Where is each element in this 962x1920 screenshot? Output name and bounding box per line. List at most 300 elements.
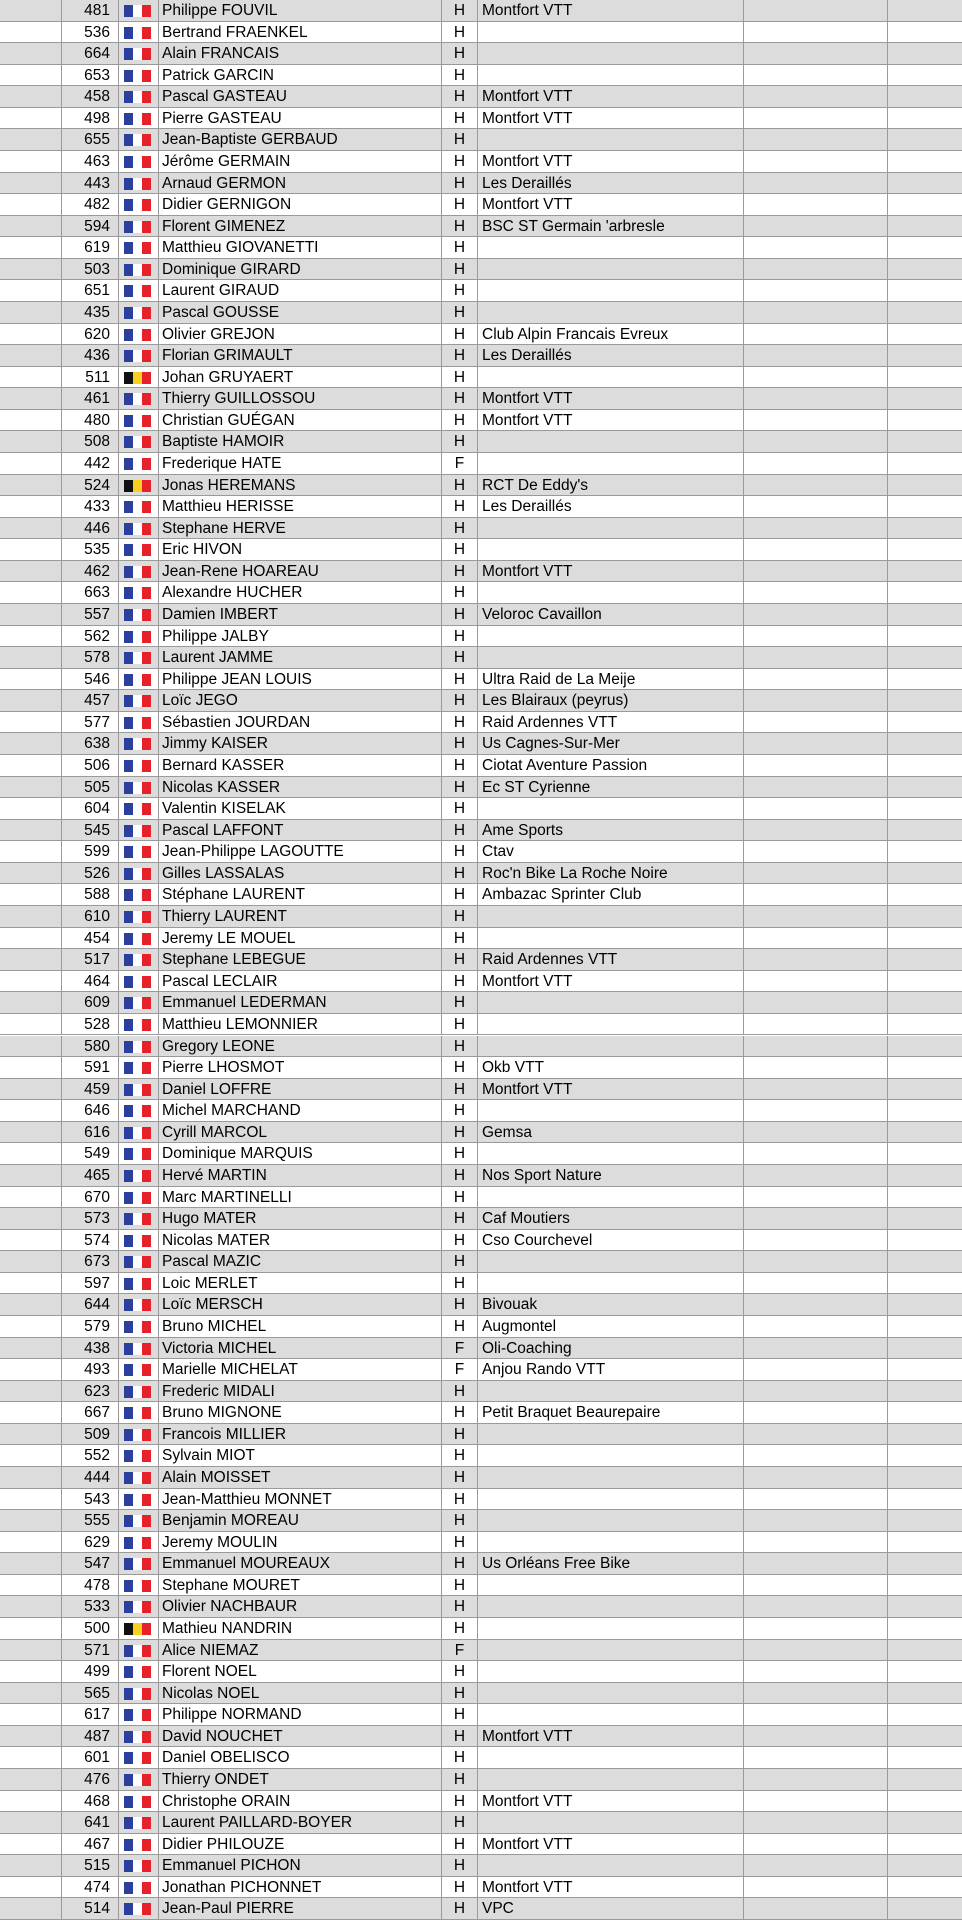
flag-cell	[119, 712, 159, 733]
row-spacer-cell	[0, 1618, 62, 1639]
row-spacer-cell	[0, 1747, 62, 1768]
empty-cell	[744, 798, 888, 819]
club-cell	[478, 582, 744, 603]
rider-name-cell: Marc MARTINELLI	[159, 1187, 442, 1208]
row-spacer-cell	[0, 884, 62, 905]
france-flag-icon	[124, 1666, 151, 1678]
empty-cell	[744, 194, 888, 215]
rider-name-cell: Jonas HEREMANS	[159, 475, 442, 496]
sex-cell: H	[442, 475, 478, 496]
bib-number-cell: 646	[62, 1100, 119, 1121]
france-flag-icon	[124, 1472, 151, 1484]
rider-name-cell: Philippe JALBY	[159, 626, 442, 647]
rider-name-cell: Emmanuel LEDERMAN	[159, 992, 442, 1013]
empty-cell	[744, 86, 888, 107]
empty-cell	[744, 1834, 888, 1855]
france-flag-icon	[124, 1321, 151, 1333]
empty-cell	[888, 1079, 962, 1100]
bib-number-cell: 435	[62, 302, 119, 323]
club-cell: Cso Courchevel	[478, 1230, 744, 1251]
flag-cell	[119, 280, 159, 301]
bib-number-cell: 552	[62, 1445, 119, 1466]
france-flag-icon	[124, 5, 151, 17]
rider-name-cell: Baptiste HAMOIR	[159, 431, 442, 452]
rider-name-cell: Alexandre HUCHER	[159, 582, 442, 603]
table-row	[0, 1726, 962, 1748]
flag-cell	[119, 1187, 159, 1208]
sex-cell: H	[442, 1553, 478, 1574]
rider-name-cell: Daniel OBELISCO	[159, 1747, 442, 1768]
club-cell	[478, 1683, 744, 1704]
france-flag-icon	[124, 329, 151, 341]
empty-cell	[744, 1510, 888, 1531]
sex-cell: H	[442, 777, 478, 798]
bib-number-cell: 655	[62, 129, 119, 150]
row-spacer-cell	[0, 1532, 62, 1553]
france-flag-icon	[124, 868, 151, 880]
empty-cell	[744, 1359, 888, 1380]
row-spacer-cell	[0, 863, 62, 884]
club-cell: Montfort VTT	[478, 971, 744, 992]
france-flag-icon	[124, 1192, 151, 1204]
row-spacer-cell	[0, 194, 62, 215]
row-spacer-cell	[0, 1122, 62, 1143]
empty-cell	[744, 841, 888, 862]
rider-name-cell: Thierry GUILLOSSOU	[159, 388, 442, 409]
club-cell	[478, 1036, 744, 1057]
club-cell	[478, 22, 744, 43]
empty-cell	[888, 1683, 962, 1704]
empty-cell	[888, 0, 962, 21]
empty-cell	[888, 1100, 962, 1121]
club-cell	[478, 1187, 744, 1208]
bib-number-cell: 487	[62, 1726, 119, 1747]
france-flag-icon	[124, 221, 151, 233]
table-row	[0, 1769, 962, 1791]
rider-name-cell: Loïc JEGO	[159, 690, 442, 711]
bib-number-cell: 503	[62, 259, 119, 280]
sex-cell: H	[442, 1812, 478, 1833]
club-cell: Oli-Coaching	[478, 1338, 744, 1359]
sex-cell: H	[442, 1877, 478, 1898]
sex-cell: H	[442, 431, 478, 452]
rider-name-cell: Matthieu GIOVANETTI	[159, 237, 442, 258]
table-row	[0, 1834, 962, 1856]
sex-cell: H	[442, 86, 478, 107]
rider-name-cell: Bertrand FRAENKEL	[159, 22, 442, 43]
flag-cell	[119, 1036, 159, 1057]
empty-cell	[744, 1877, 888, 1898]
belgium-flag-icon	[124, 480, 151, 492]
empty-cell	[744, 647, 888, 668]
empty-cell	[744, 259, 888, 280]
empty-cell	[744, 712, 888, 733]
rider-name-cell: Sébastien JOURDAN	[159, 712, 442, 733]
empty-cell	[888, 1834, 962, 1855]
table-row	[0, 1812, 962, 1834]
rider-name-cell: Pierre LHOSMOT	[159, 1057, 442, 1078]
row-spacer-cell	[0, 108, 62, 129]
club-cell: Montfort VTT	[478, 1834, 744, 1855]
rider-name-cell: Pierre GASTEAU	[159, 108, 442, 129]
flag-cell	[119, 841, 159, 862]
sex-cell: H	[442, 1704, 478, 1725]
empty-cell	[744, 1251, 888, 1272]
empty-cell	[744, 1553, 888, 1574]
table-row	[0, 1294, 962, 1316]
sex-cell: H	[442, 928, 478, 949]
empty-cell	[888, 367, 962, 388]
france-flag-icon	[124, 738, 151, 750]
empty-cell	[888, 798, 962, 819]
rider-name-cell: Jean-Rene HOAREAU	[159, 561, 442, 582]
empty-cell	[888, 43, 962, 64]
rider-name-cell: Loïc MERSCH	[159, 1294, 442, 1315]
bib-number-cell: 528	[62, 1014, 119, 1035]
empty-cell	[888, 1316, 962, 1337]
row-spacer-cell	[0, 1057, 62, 1078]
club-cell: Montfort VTT	[478, 388, 744, 409]
bib-number-cell: 578	[62, 647, 119, 668]
france-flag-icon	[124, 27, 151, 39]
empty-cell	[888, 1143, 962, 1164]
sex-cell: H	[442, 1036, 478, 1057]
sex-cell: F	[442, 1338, 478, 1359]
table-row	[0, 496, 962, 518]
flag-cell	[119, 798, 159, 819]
bib-number-cell: 651	[62, 280, 119, 301]
table-row	[0, 388, 962, 410]
row-spacer-cell	[0, 1316, 62, 1337]
flag-cell	[119, 1769, 159, 1790]
flag-cell	[119, 626, 159, 647]
bib-number-cell: 535	[62, 539, 119, 560]
sex-cell: H	[442, 1187, 478, 1208]
sex-cell: H	[442, 1898, 478, 1919]
club-cell	[478, 237, 744, 258]
empty-cell	[744, 173, 888, 194]
empty-cell	[888, 1014, 962, 1035]
empty-cell	[744, 1489, 888, 1510]
sex-cell: F	[442, 1359, 478, 1380]
france-flag-icon	[124, 70, 151, 82]
sex-cell: H	[442, 1834, 478, 1855]
club-cell	[478, 1618, 744, 1639]
club-cell: Montfort VTT	[478, 561, 744, 582]
sex-cell: H	[442, 1057, 478, 1078]
table-row	[0, 173, 962, 195]
row-spacer-cell	[0, 1381, 62, 1402]
sex-cell: H	[442, 1294, 478, 1315]
belgium-flag-icon	[124, 1623, 151, 1635]
rider-name-cell: Dominique MARQUIS	[159, 1143, 442, 1164]
empty-cell	[888, 561, 962, 582]
bib-number-cell: 546	[62, 669, 119, 690]
row-spacer-cell	[0, 1640, 62, 1661]
row-spacer-cell	[0, 1661, 62, 1682]
empty-cell	[744, 1143, 888, 1164]
club-cell: Raid Ardennes VTT	[478, 949, 744, 970]
france-flag-icon	[124, 1537, 151, 1549]
sex-cell: H	[442, 367, 478, 388]
bib-number-cell: 545	[62, 820, 119, 841]
row-spacer-cell	[0, 626, 62, 647]
sex-cell: H	[442, 1532, 478, 1553]
table-row	[0, 604, 962, 626]
empty-cell	[888, 1338, 962, 1359]
rider-name-cell: Nicolas NOEL	[159, 1683, 442, 1704]
club-cell	[478, 1596, 744, 1617]
flag-cell	[119, 1359, 159, 1380]
empty-cell	[744, 863, 888, 884]
rider-name-cell: Florian GRIMAULT	[159, 345, 442, 366]
france-flag-icon	[124, 1407, 151, 1419]
sex-cell: H	[442, 173, 478, 194]
flag-cell	[119, 1208, 159, 1229]
france-flag-icon	[124, 1343, 151, 1355]
club-cell: Nos Sport Nature	[478, 1165, 744, 1186]
empty-cell	[744, 906, 888, 927]
rider-name-cell: Bernard KASSER	[159, 755, 442, 776]
row-spacer-cell	[0, 43, 62, 64]
sex-cell: H	[442, 1489, 478, 1510]
table-row	[0, 777, 962, 799]
empty-cell	[744, 1402, 888, 1423]
sex-cell: H	[442, 1661, 478, 1682]
flag-cell	[119, 1855, 159, 1876]
club-cell: Roc'n Bike La Roche Noire	[478, 863, 744, 884]
france-flag-icon	[124, 825, 151, 837]
table-row	[0, 1251, 962, 1273]
table-row	[0, 453, 962, 475]
sex-cell: H	[442, 22, 478, 43]
empty-cell	[888, 1575, 962, 1596]
empty-cell	[888, 712, 962, 733]
empty-cell	[888, 1791, 962, 1812]
france-flag-icon	[124, 1731, 151, 1743]
empty-cell	[888, 65, 962, 86]
empty-cell	[744, 755, 888, 776]
rider-name-cell: Matthieu HERISSE	[159, 496, 442, 517]
rider-name-cell: Pascal LECLAIR	[159, 971, 442, 992]
france-flag-icon	[124, 782, 151, 794]
bib-number-cell: 517	[62, 949, 119, 970]
flag-cell	[119, 410, 159, 431]
empty-cell	[744, 475, 888, 496]
row-spacer-cell	[0, 1467, 62, 1488]
table-row	[0, 669, 962, 691]
flag-cell	[119, 1381, 159, 1402]
bib-number-cell: 580	[62, 1036, 119, 1057]
club-cell	[478, 129, 744, 150]
bib-number-cell: 444	[62, 1467, 119, 1488]
flag-cell	[119, 928, 159, 949]
table-row	[0, 324, 962, 346]
france-flag-icon	[124, 997, 151, 1009]
row-spacer-cell	[0, 1014, 62, 1035]
rider-name-cell: Bruno MIGNONE	[159, 1402, 442, 1423]
table-row	[0, 302, 962, 324]
flag-cell	[119, 1079, 159, 1100]
france-flag-icon	[124, 566, 151, 578]
row-spacer-cell	[0, 367, 62, 388]
bib-number-cell: 457	[62, 690, 119, 711]
row-spacer-cell	[0, 431, 62, 452]
table-row	[0, 906, 962, 928]
row-spacer-cell	[0, 1877, 62, 1898]
table-row	[0, 841, 962, 863]
bib-number-cell: 557	[62, 604, 119, 625]
france-flag-icon	[124, 415, 151, 427]
rider-name-cell: Daniel LOFFRE	[159, 1079, 442, 1100]
flag-cell	[119, 194, 159, 215]
bib-number-cell: 446	[62, 518, 119, 539]
flag-cell	[119, 65, 159, 86]
flag-cell	[119, 690, 159, 711]
empty-cell	[744, 884, 888, 905]
bib-number-cell: 533	[62, 1596, 119, 1617]
flag-cell	[119, 820, 159, 841]
empty-cell	[744, 388, 888, 409]
rider-name-cell: Thierry LAURENT	[159, 906, 442, 927]
table-row	[0, 345, 962, 367]
rider-name-cell: Olivier GREJON	[159, 324, 442, 345]
empty-cell	[888, 1898, 962, 1919]
empty-cell	[888, 22, 962, 43]
france-flag-icon	[124, 889, 151, 901]
club-cell	[478, 367, 744, 388]
table-row	[0, 1640, 962, 1662]
france-flag-icon	[124, 1386, 151, 1398]
row-spacer-cell	[0, 65, 62, 86]
flag-cell	[119, 1553, 159, 1574]
empty-cell	[888, 129, 962, 150]
bib-number-cell: 644	[62, 1294, 119, 1315]
rider-name-cell: Pascal MAZIC	[159, 1251, 442, 1272]
sex-cell: H	[442, 129, 478, 150]
table-row	[0, 1143, 962, 1165]
france-flag-icon	[124, 1580, 151, 1592]
table-row	[0, 884, 962, 906]
table-row	[0, 582, 962, 604]
empty-cell	[744, 1014, 888, 1035]
table-row	[0, 1489, 962, 1511]
bib-number-cell: 653	[62, 65, 119, 86]
empty-cell	[744, 604, 888, 625]
rider-name-cell: Johan GRUYAERT	[159, 367, 442, 388]
france-flag-icon	[124, 717, 151, 729]
flag-cell	[119, 302, 159, 323]
club-cell: Bivouak	[478, 1294, 744, 1315]
france-flag-icon	[124, 544, 151, 556]
club-cell: Ec ST Cyrienne	[478, 777, 744, 798]
club-cell	[478, 1640, 744, 1661]
club-cell	[478, 1251, 744, 1272]
club-cell: BSC ST Germain 'arbresle	[478, 216, 744, 237]
club-cell: Montfort VTT	[478, 194, 744, 215]
france-flag-icon	[124, 1494, 151, 1506]
empty-cell	[744, 410, 888, 431]
row-spacer-cell	[0, 475, 62, 496]
empty-cell	[744, 1812, 888, 1833]
france-flag-icon	[124, 48, 151, 60]
bib-number-cell: 594	[62, 216, 119, 237]
bib-number-cell: 468	[62, 1791, 119, 1812]
empty-cell	[744, 1122, 888, 1143]
sex-cell: H	[442, 324, 478, 345]
flag-cell	[119, 1661, 159, 1682]
sex-cell: H	[442, 906, 478, 927]
empty-cell	[888, 216, 962, 237]
bib-number-cell: 474	[62, 1877, 119, 1898]
france-flag-icon	[124, 1299, 151, 1311]
row-spacer-cell	[0, 259, 62, 280]
row-spacer-cell	[0, 1036, 62, 1057]
row-spacer-cell	[0, 1596, 62, 1617]
sex-cell: H	[442, 388, 478, 409]
empty-cell	[744, 1769, 888, 1790]
sex-cell: H	[442, 216, 478, 237]
flag-cell	[119, 453, 159, 474]
empty-cell	[744, 324, 888, 345]
club-cell: Veloroc Cavaillon	[478, 604, 744, 625]
bib-number-cell: 597	[62, 1273, 119, 1294]
bib-number-cell: 571	[62, 1640, 119, 1661]
sex-cell: H	[442, 1424, 478, 1445]
france-flag-icon	[124, 1839, 151, 1851]
flag-cell	[119, 324, 159, 345]
club-cell	[478, 259, 744, 280]
row-spacer-cell	[0, 1208, 62, 1229]
france-flag-icon	[124, 285, 151, 297]
flag-cell	[119, 1532, 159, 1553]
sex-cell: H	[442, 1575, 478, 1596]
empty-cell	[744, 108, 888, 129]
empty-cell	[744, 1273, 888, 1294]
bib-number-cell: 438	[62, 1338, 119, 1359]
sex-cell: H	[442, 1079, 478, 1100]
empty-cell	[888, 669, 962, 690]
table-row	[0, 647, 962, 669]
empty-cell	[888, 820, 962, 841]
table-row	[0, 1381, 962, 1403]
empty-cell	[744, 992, 888, 1013]
empty-cell	[888, 863, 962, 884]
empty-cell	[888, 733, 962, 754]
flag-cell	[119, 237, 159, 258]
sex-cell: H	[442, 863, 478, 884]
rider-name-cell: Didier GERNIGON	[159, 194, 442, 215]
empty-cell	[744, 1445, 888, 1466]
empty-cell	[888, 475, 962, 496]
flag-cell	[119, 604, 159, 625]
table-row	[0, 1704, 962, 1726]
empty-cell	[744, 626, 888, 647]
bib-number-cell: 616	[62, 1122, 119, 1143]
empty-cell	[888, 1812, 962, 1833]
club-cell: Montfort VTT	[478, 86, 744, 107]
empty-cell	[888, 1747, 962, 1768]
france-flag-icon	[124, 113, 151, 125]
club-cell	[478, 1143, 744, 1164]
club-cell: Okb VTT	[478, 1057, 744, 1078]
empty-cell	[888, 1424, 962, 1445]
bib-number-cell: 577	[62, 712, 119, 733]
row-spacer-cell	[0, 1402, 62, 1423]
table-row	[0, 431, 962, 453]
empty-cell	[888, 1230, 962, 1251]
empty-cell	[888, 1273, 962, 1294]
